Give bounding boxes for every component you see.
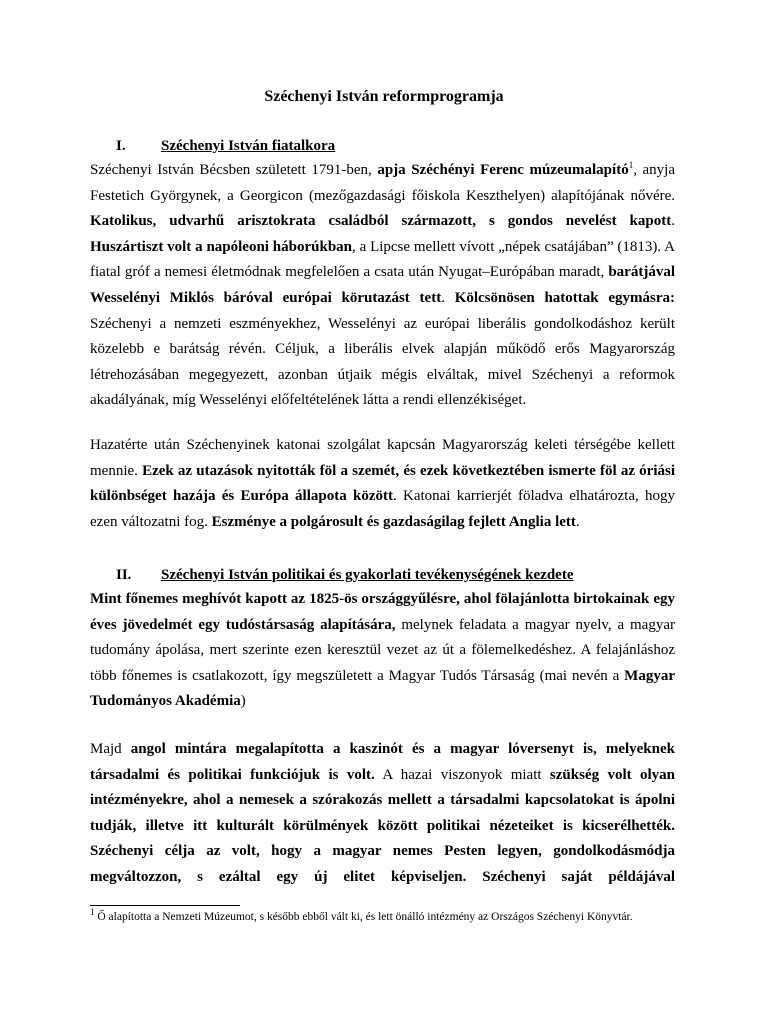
text-run: .	[575, 513, 580, 530]
section-2-paragraph-1	[90, 587, 675, 715]
emphasized-text: Kölcsönösen hatottak egymásra:	[454, 289, 675, 306]
emphasized-text: Eszménye a polgárosult és gazdaságilag fejlett Anglia lett	[211, 513, 576, 530]
text-run: , a Lipcse mellett vívott „népek csatájában” (1813). A fiatal gróf a nemesi életmódnak megfelelően a csata után Nyugat–Európában maradt,	[90, 238, 675, 281]
footnote	[90, 909, 675, 925]
text-run: melynek feladata a magyar nyelv, a magyar tudomány ápolása, mert szerinte ezen keresztül vezet az út a fölemelkedéshez. A felajánláshoz több főnemes is csatlakozott, így megszületett a Magyar Tudós Társaság (mai nevén a	[90, 616, 675, 684]
section-2-title: Széchenyi István politikai és gyakorlati tevékenységének kezdete	[161, 567, 574, 583]
emphasized-text: szükség volt olyan intézményekre, ahol a nemesek a szórakozás mellett a társadalmi kapcsolatokat is ápolni tudják, illetve itt kulturált körülmények között politikai nézeteiket is kicserélhették. Széchenyi célja az volt, hogy a magyar nemes Pesten legyen, gondolkodásmódja megváltozzon, s ezáltal egy új elitet képviseljen. Széchenyi saját példájával	[90, 766, 675, 885]
text-run: Hazatérte után Széchenyinek katonai szolgálat kapcsán Magyarország keleti térségébe kellett mennie.	[90, 437, 675, 479]
emphasized-text: angol mintára megalapította a kaszinót és a magyar lóversenyt is, melyeknek társadalmi és politikai funkciójuk is volt.	[90, 741, 675, 783]
text-run: .	[441, 289, 455, 306]
section-1-paragraph-2	[90, 433, 675, 535]
emphasized-text: Katolikus, udvarhű arisztokrata családból származott, s gondos nevelést kapott	[90, 213, 672, 230]
text-run: Széchenyi a nemzeti eszményekhez, Wesselényi az európai liberális gondolkodáshoz került közelebb e barátság révén. Céljuk, a liberális elvek alapján működő erős Magyarország létrehozásában megegyezett, azonban útjaik mégis elváltak, mivel Széchenyi a reformok akadályának, míg Wesselényi előfeltételének látta a rendi ellenzékiséget.	[90, 315, 675, 409]
footnote-text: Ő alapította a Nemzeti Múzeumot, s később ebből vált ki, és lett önálló intézmény az Országos Széchenyi Könyvtár.	[94, 911, 633, 923]
text-run: , anyja Festetich Györgynek, a Georgicon (mezőgazdasági főiskola Keszthelyen) alapítójának nővére.	[90, 162, 675, 204]
text-run: . Katonai karrierjét föladva elhatározta, hogy ezen változatni fog.	[90, 488, 675, 530]
emphasized-text: barátjával Wesselényi Miklós báróval európai körutazást tett	[90, 264, 675, 306]
section-2-heading	[116, 567, 573, 584]
text-run: .	[671, 213, 675, 230]
footnote-mark: 1	[90, 907, 95, 918]
footnote-separator	[90, 905, 240, 906]
section-1-title: Széchenyi István fiatalkora	[161, 138, 336, 154]
text-run: Széchenyi István Bécsben született 1791-ben,	[90, 162, 378, 178]
text-run: Majd	[90, 741, 131, 757]
section-1-heading	[116, 138, 335, 155]
section-1-paragraph-1	[90, 158, 675, 414]
emphasized-text: Ezek az utazások nyitották föl a szemét, és ezek következtében ismerte föl az óriási különbséget hazája és Európa állapota között	[90, 462, 675, 505]
emphasized-text: apja Széchényi Ferenc múzeumalapító	[377, 162, 629, 178]
section-2-number: II.	[116, 567, 132, 583]
emphasized-text: Magyar Tudományos Akadémia	[90, 667, 675, 710]
emphasized-text: Mint főnemes meghívót kapott az 1825-ös országgyűlésre, ahol fölajánlotta birtokainak egy éves jövedelmét egy tudóstársaság alapítására,	[90, 591, 675, 633]
text-run: )	[240, 693, 246, 710]
emphasized-text: Huszártiszt volt a napóleoni háborúkban	[90, 238, 353, 255]
section-1-number: I.	[116, 138, 126, 154]
text-run: A hazai viszonyok miatt	[374, 766, 550, 783]
footnote-reference: 1	[628, 160, 634, 170]
document-title: Széchenyi István reformprogramja	[264, 88, 504, 105]
section-2-paragraph-2	[90, 737, 675, 891]
